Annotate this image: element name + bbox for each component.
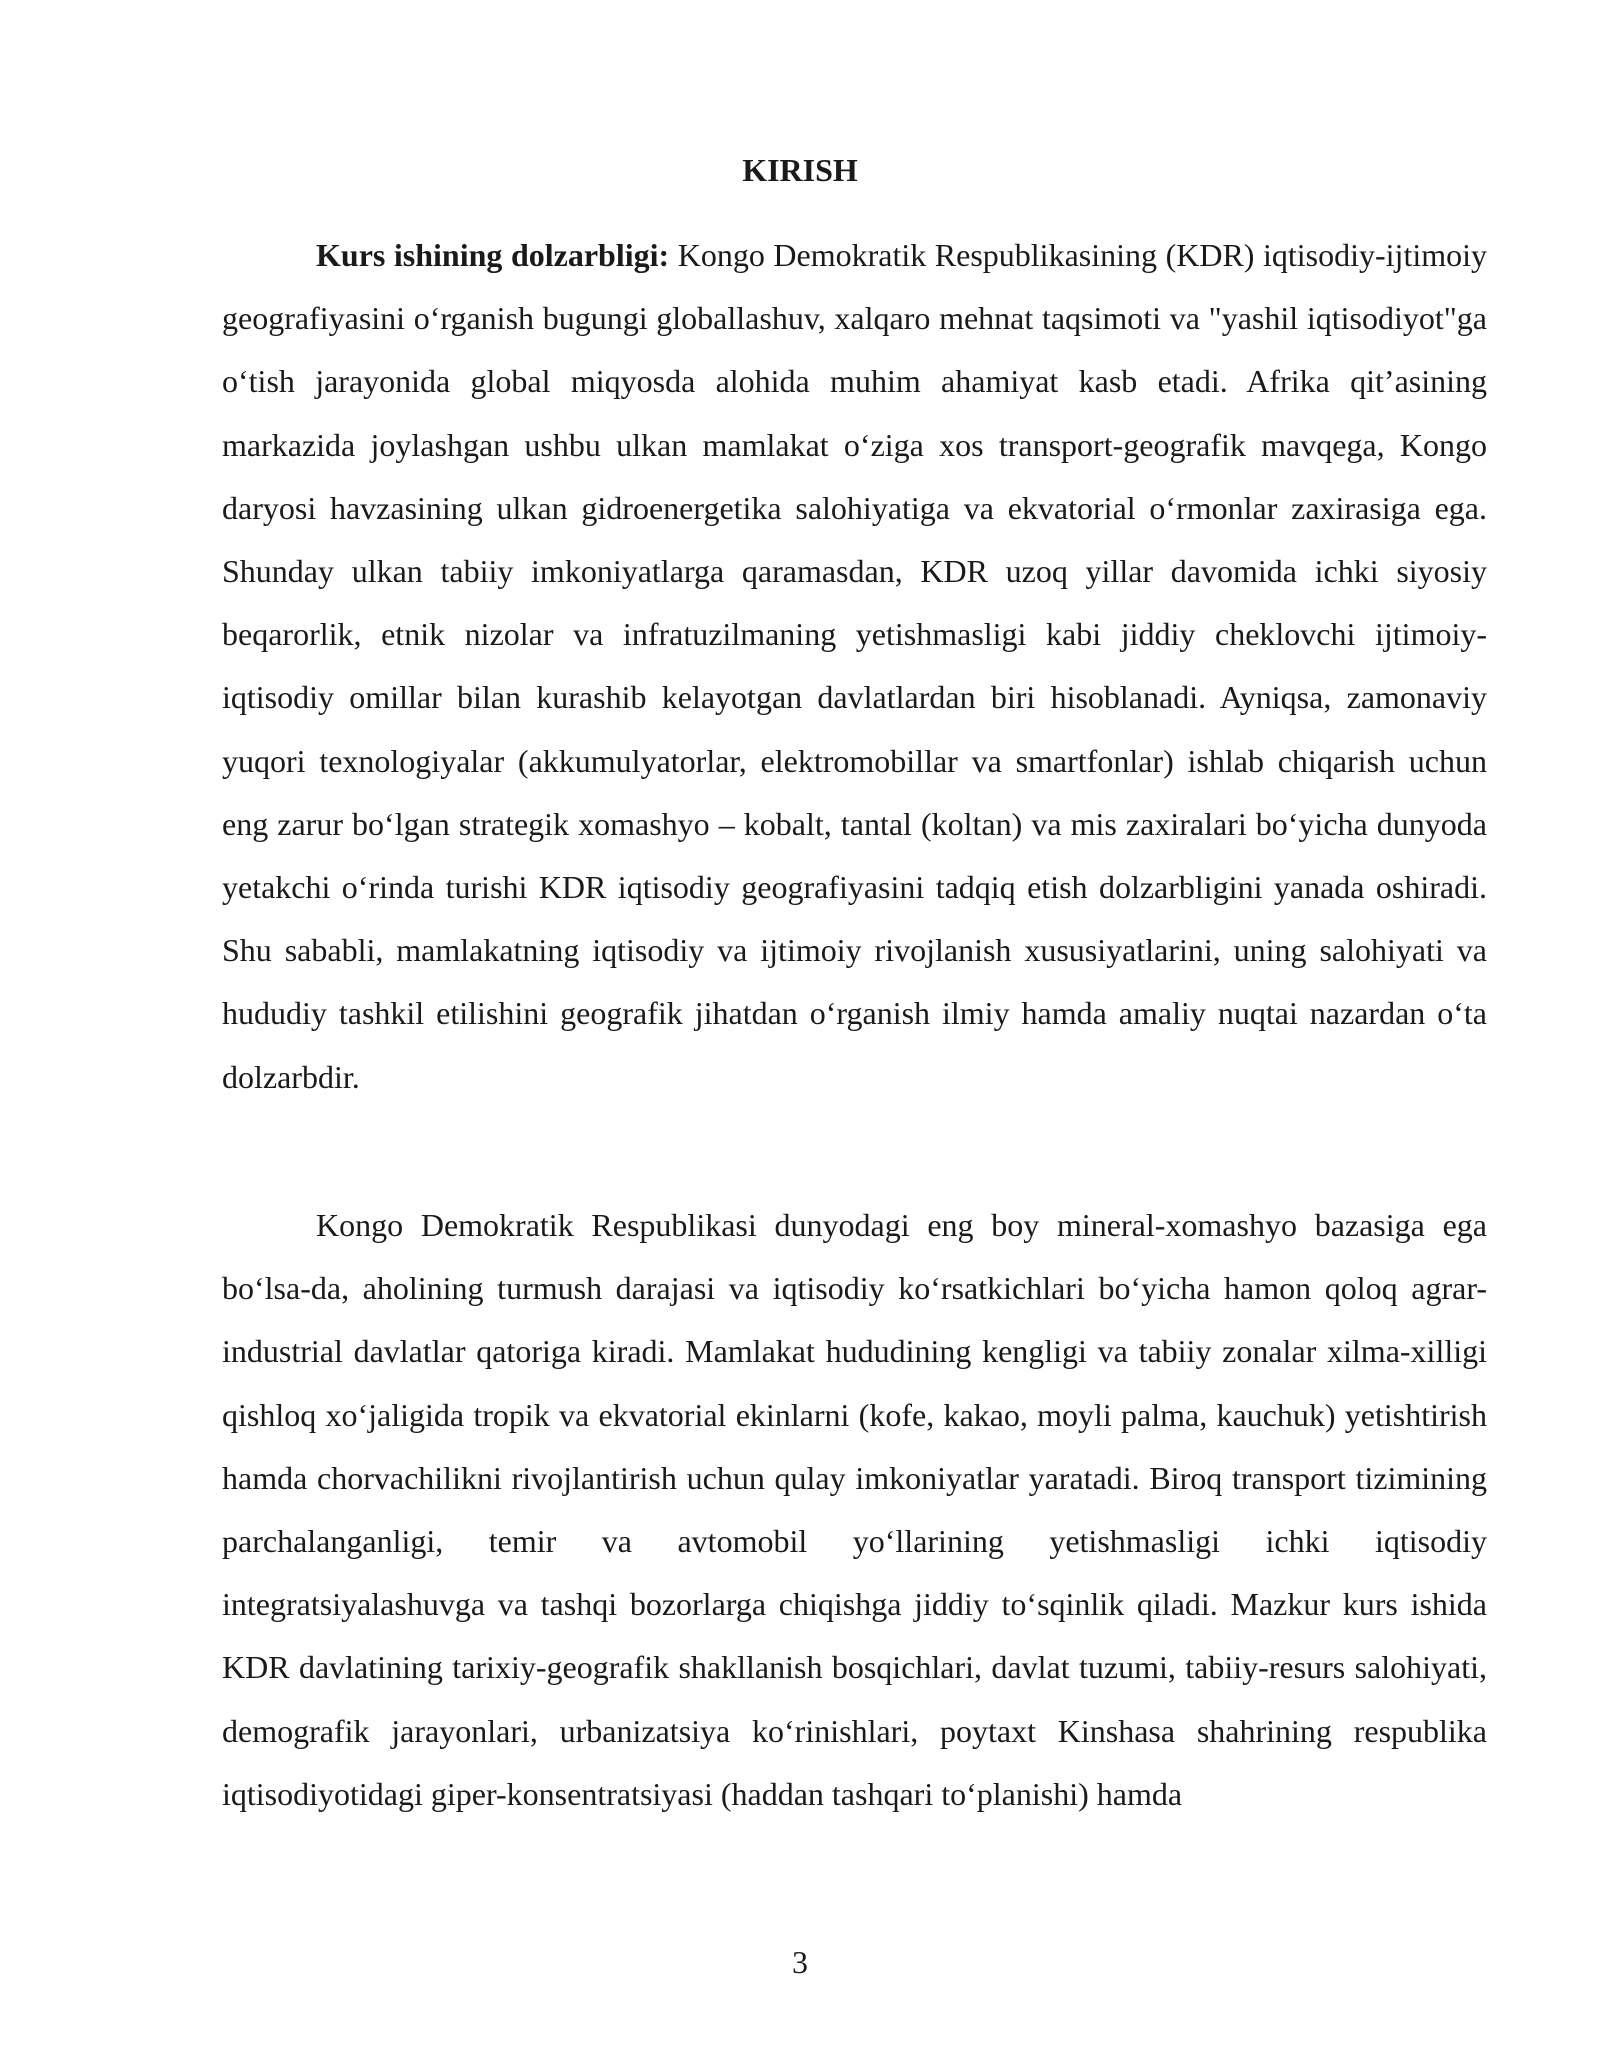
paragraph-body: Kongo Demokratik Respublikasining (KDR) iqtisodiy-ijtimoiy geografiyasini o‘rganish bugungi globallashuv, xalqaro mehnat taqsimoti va "yashil iqtisodiyot"ga o‘tish jarayonida global miqyosda alohida muhim ahamiyat kasb etadi. Afrika qit’asining markazida joylashgan ushbu ulkan mamlakat o‘ziga xos transport-geografik mavqega, Kongo daryosi havzasining ulkan gidroenergetika salohiyatiga va ekvatorial o‘rmonlar zaxirasiga ega. Shunday ulkan tabiiy imkoniyatlarga qaramasdan, KDR uzoq yillar davomida ichki siyosiy beqarorlik, etnik nizolar va infratuzilmaning yetishmasligi kabi jiddiy cheklovchi ijtimoiy-iqtisodiy omillar bilan kurashib kelayotgan davlatlardan biri hisoblanadi. Ayniqsa, zamonaviy yuqori texnologiyalar (akkumulyatorlar, elektromobillar va smartfonlar) ishlab chiqarish uchun eng zarur bo‘lgan strategik xomashyo – kobalt, tantal (koltan) va mis zaxiralari bo‘yicha dunyoda yetakchi o‘rinda turishi KDR iqtisodiy geografiyasini tadqiq etish dolzarbligini yanada oshiradi. Shu sababli, mamlakatning iqtisodiy va ijtimoiy rivojlanish xususiyatlarini, uning salohiyati va hududiy tashkil etilishini geografik jihatdan o‘rganish ilmiy hamda amaliy nuqtai nazardan o‘ta dolzarbdir. [222, 237, 1488, 1095]
paragraph-relevance [222, 224, 1487, 1109]
page-number: 3 [792, 1944, 808, 1980]
paragraph-overview: Kongo Demokratik Respublikasi dunyodagi eng boy mineral-xomashyo bazasiga ega bo‘lsa-da, aholining turmush darajasi va iqtisodiy ko‘rsatkichlari bo‘yicha hamon qoloq agrar-industrial davlatlar qatoriga kiradi. Mamlakat hududining kengligi va tabiiy zonalar xilma-xilligi qishloq xo‘jaligida tropik va ekvatorial ekinlarni (kofe, kakao, moyli palma, kauchuk) yetishtirish hamda chorvachilikni rivojlantirish uchun qulay imkoniyatlar yaratadi. Biroq transport tizimining parchalanganligi, temir va avtomobil yo‘llarining yetishmasligi ichki iqtisodiy integratsiyalashuvga va tashqi bozorlarga chiqishga jiddiy to‘sqinlik qiladi. Mazkur kurs ishida KDR davlatining tarixiy-geografik shakllanish bosqichlari, davlat tuzumi, tabiiy-resurs salohiyati, demografik jarayonlari, urbanizatsiya ko‘rinishlari, poytaxt Kinshasa shahrining respublika iqtisodiyotidagi giper-konsentratsiyasi (haddan tashqari to‘planishi) hamda [222, 1207, 1487, 1812]
paragraph-lead: Kurs ishining dolzarbligi: [316, 237, 670, 273]
section-title: KIRISH [742, 152, 858, 188]
